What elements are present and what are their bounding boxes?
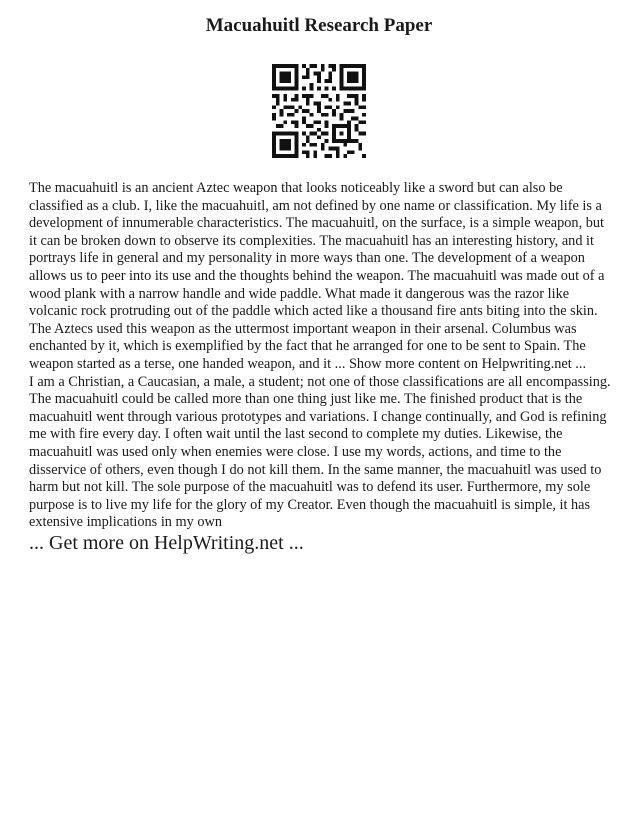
- essay-body: [29, 180, 611, 532]
- qr-code-icon[interactable]: [272, 64, 366, 158]
- page-title: Macuahuitl Research Paper: [205, 15, 433, 36]
- essay-paragraph-1: The macuahuitl is an ancient Aztec weapon that looks noticeably like a sword but can also be classified as a club. I, like the macuahuitl, am not defined by one name or classification. My life is a development of innumerable characteristics. The macuahuitl, on the surface, is a simple weapon, but it can be broken down to observe its complexities. The macuahuitl has an interesting history, and it portrays life in general and my personality in more ways than one. The development of a weapon allows us to peer into its use and the thoughts behind the weapon. The macuahuitl was made out of a wood plank with a narrow handle and wide paddle. What made it dangerous was the razor like volcanic rock protruding out of the paddle which acted like a thousand fire ants biting into the skin. The Aztecs used this weapon as the uttermost important weapon in their arsenal. Columbus was enchanted by it, which is exemplified by the fact that he arranged for one to be sent to Spain. The weapon started as a terse, one handed weapon, and it ... Show more content on Helpwriting.net ...: [29, 180, 605, 372]
- get-more-link[interactable]: ... Get more on HelpWriting.net ...: [29, 532, 304, 554]
- essay-paragraph-2: I am a Christian, a Caucasian, a male, a student; not one of those classifications are all encompassing. The macuahuitl could be called more than one thing just like me. The finished product that is the macuahuitl went through various prototypes and variations. I change continually, and God is refining me with fire every day. I often wait until the last second to complete my duties. Likewise, the macuahuitl was used only when enemies were close. I use my words, actions, and time to the disservice of others, even though I do not kill them. In the same manner, the macuahuitl was used to harm but not kill. The sole purpose of the macuahuitl was to defend its user. Furthermore, my sole purpose is to live my life for the glory of my Creator. Even though the macuahuitl is simple, it has extensive implications in my own: [29, 373, 611, 531]
